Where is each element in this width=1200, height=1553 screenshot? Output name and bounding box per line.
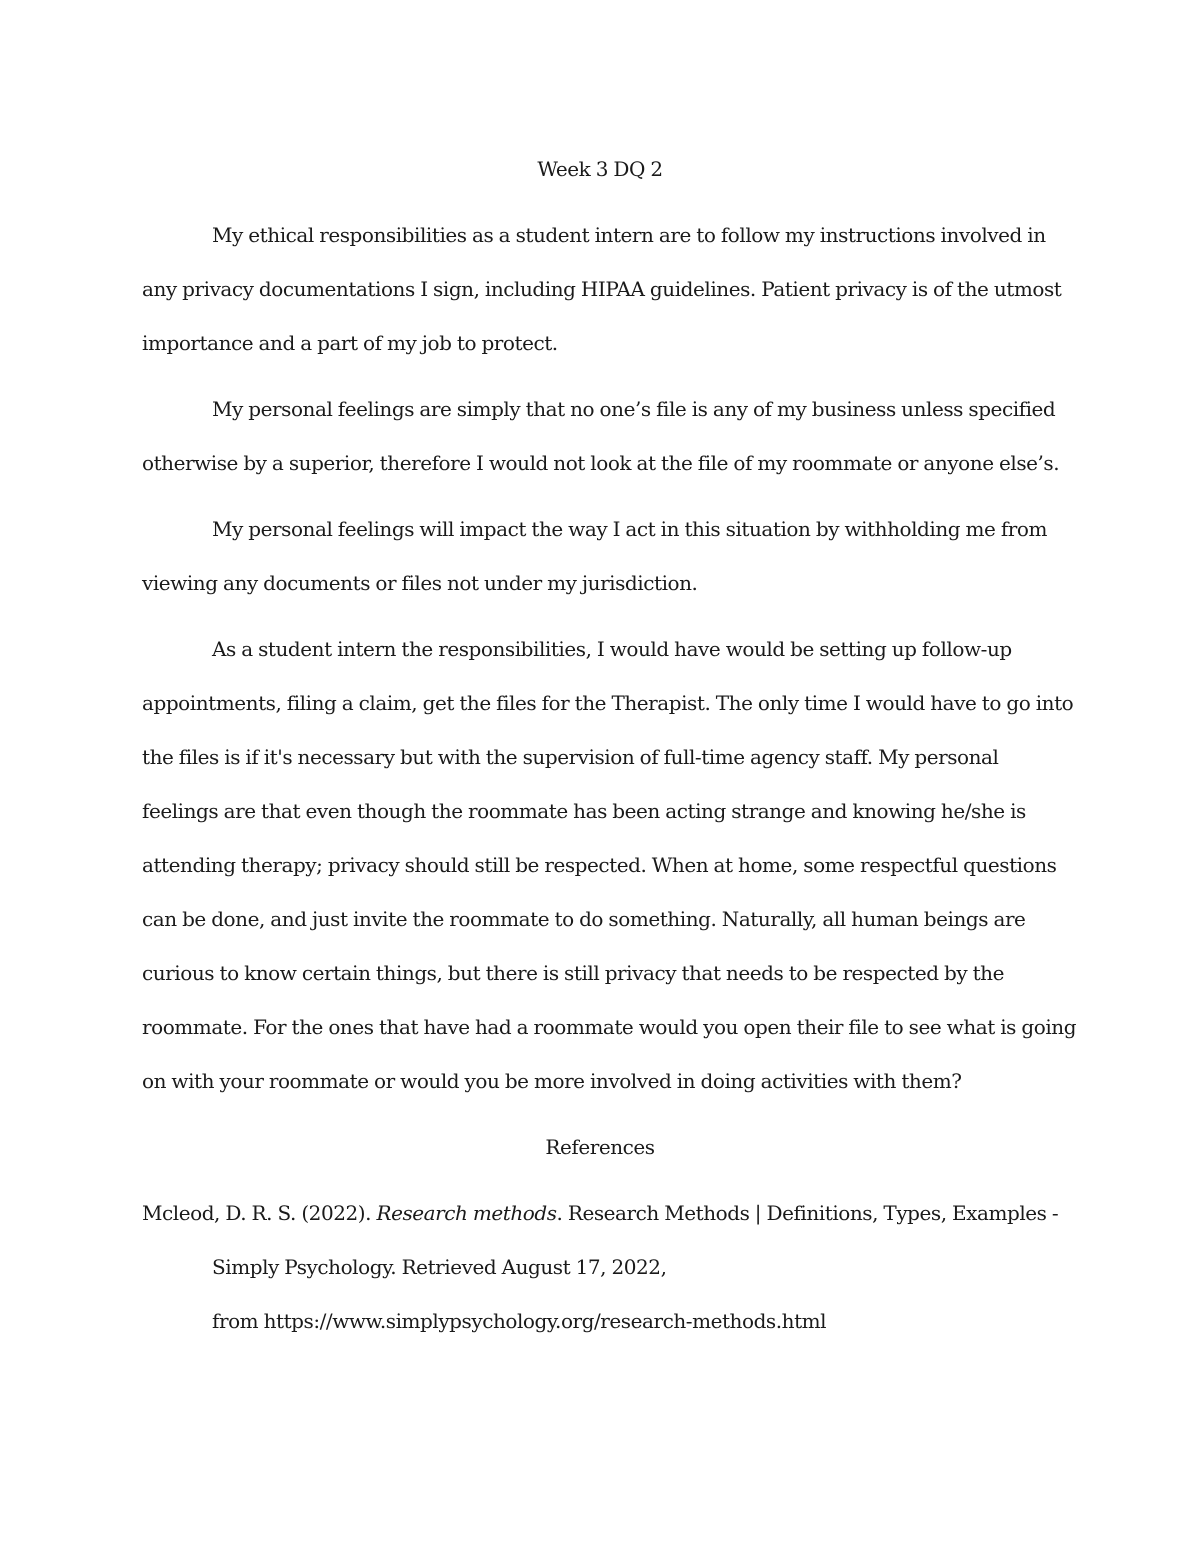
reference-entry-line-2: Simply Psychology. Retrieved August 17, 2022, xyxy=(212,1255,667,1279)
paragraph-4-line-8: roommate. For the ones that have had a roommate would you open their file to see what is going xyxy=(142,1015,1077,1039)
reference-authors-date: Mcleod, D. R. S. (2022). xyxy=(142,1201,377,1225)
reference-source-title: . Research Methods | Definitions, Types, Examples - xyxy=(556,1201,1059,1225)
references-heading: References xyxy=(545,1135,655,1159)
paragraph-4-line-5: attending therapy; privacy should still be respected. When at home, some respectful questions xyxy=(142,853,1057,877)
document-title: Week 3 DQ 2 xyxy=(537,157,663,181)
paragraph-4-line-4: feelings are that even though the roommate has been acting strange and knowing he/she is xyxy=(142,799,1026,823)
reference-work-title: Research methods xyxy=(376,1201,557,1225)
paragraph-3-line-2: viewing any documents or files not under my jurisdiction. xyxy=(142,571,698,595)
paragraph-1-line-1: My ethical responsibilities as a student intern are to follow my instructions involved in xyxy=(212,223,1046,247)
paragraph-2-line-2: otherwise by a superior, therefore I would not look at the file of my roommate or anyone else’s. xyxy=(142,451,1060,475)
paragraph-3-line-1: My personal feelings will impact the way I act in this situation by withholding me from xyxy=(212,517,1048,541)
paragraph-1-line-3: importance and a part of my job to protect. xyxy=(142,331,558,355)
paragraph-4-line-6: can be done, and just invite the roommate to do something. Naturally, all human beings are xyxy=(142,907,1026,931)
reference-entry-line-1 xyxy=(142,1200,1058,1226)
paragraph-1-line-2: any privacy documentations I sign, including HIPAA guidelines. Patient privacy is of the utmost xyxy=(142,277,1062,301)
paragraph-4-line-2: appointments, filing a claim, get the files for the Therapist. The only time I would have to go into xyxy=(142,691,1074,715)
paragraph-4-line-3: the files is if it's necessary but with the supervision of full-time agency staff. My personal xyxy=(142,745,999,769)
paragraph-2-line-1: My personal feelings are simply that no one’s file is any of my business unless specified xyxy=(212,397,1056,421)
paragraph-4-line-7: curious to know certain things, but there is still privacy that needs to be respected by the xyxy=(142,961,1004,985)
paragraph-4-line-1: As a student intern the responsibilities, I would have would be setting up follow-up xyxy=(212,637,1012,661)
reference-entry-line-3: from https://www.simplypsychology.org/research-methods.html xyxy=(212,1309,827,1333)
paragraph-4-line-9: on with your roommate or would you be more involved in doing activities with them? xyxy=(142,1069,962,1093)
